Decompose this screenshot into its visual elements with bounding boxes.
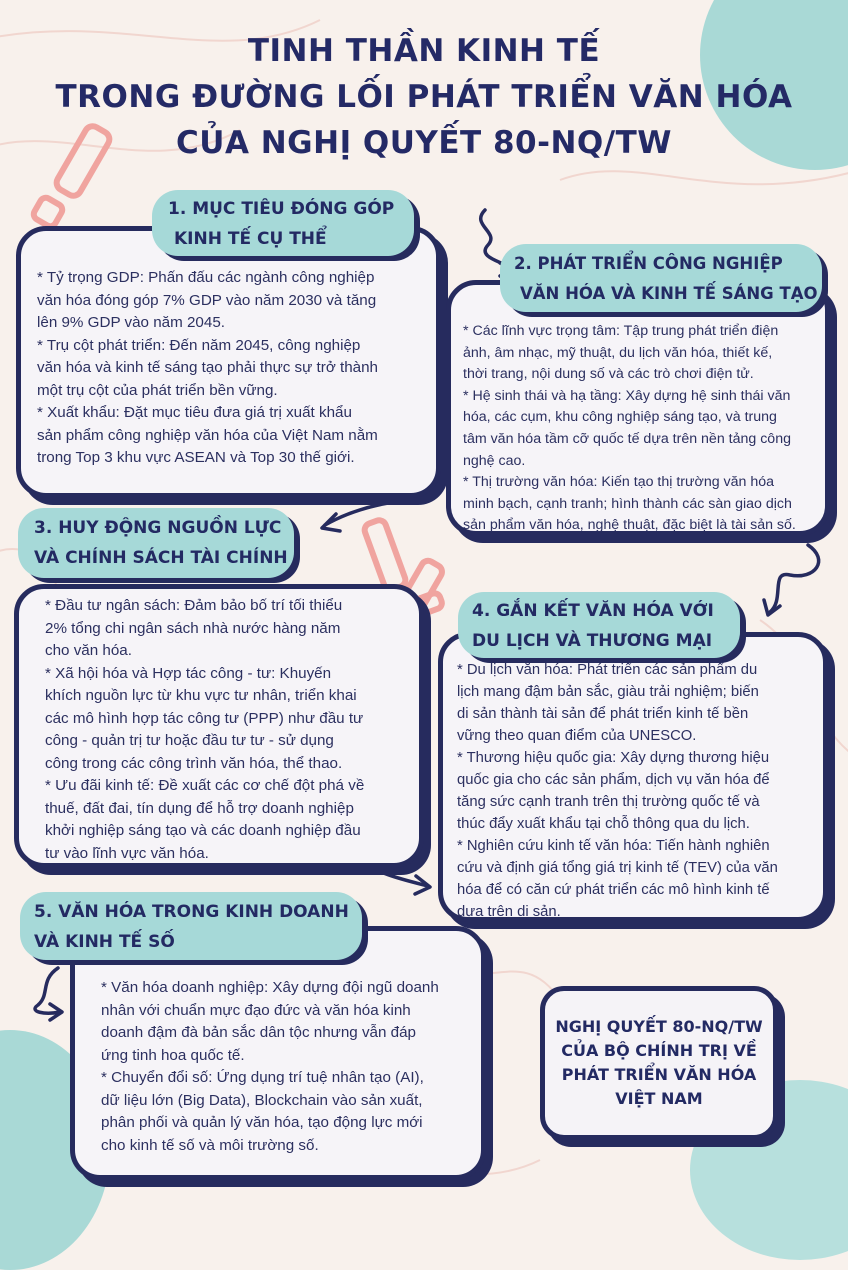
section-3-line: cho văn hóa. [45,642,132,659]
resolution-line: PHÁT TRIỂN VĂN HÓA [561,1065,757,1084]
section-5-line: * Văn hóa doanh nghiệp: Xây dựng đội ngũ doanh [101,979,439,996]
section-1-heading-line: KINH TẾ CỤ THỂ [174,229,327,249]
section-3-line: tư vào lĩnh vực văn hóa. [45,844,209,862]
title-line-2: TRONG ĐƯỜNG LỐI PHÁT TRIỂN VĂN HÓA [55,79,793,115]
section-4-line: dựa trên di sản. [457,904,561,920]
section-4-line: tăng sức cạnh tranh trên thị trường quốc tế và [457,794,760,810]
section-3-line: 2% tổng chi ngân sách nhà nước hàng năm [45,619,341,637]
resolution-line: NGHỊ QUYẾT 80-NQ/TW [555,1017,763,1036]
section-2-line: sản phẩm văn hóa, nghệ thuật, đặc biệt là tài sản số. [463,517,796,534]
section-1-line: * Tỷ trọng GDP: Phấn đấu các ngành công nghiệp [37,269,375,286]
section-2-heading-line: VĂN HÓA VÀ KINH TẾ SÁNG TẠO [520,284,818,303]
section-1-box [16,226,441,498]
section-3-line: * Xã hội hóa và Hợp tác công - tư: Khuyến [45,664,332,682]
section-1-line: văn hóa và kinh tế sáng tạo phải thực sự trở thành [37,359,378,376]
resolution-box [540,986,778,1140]
section-2-line: hóa, các cụm, khu công nghiệp sáng tạo, và trung [463,409,777,426]
section-2-line: nghệ cao. [463,452,526,469]
section-2-heading-line: 2. PHÁT TRIỂN CÔNG NGHIỆP [514,254,783,273]
section-1-heading-line: 1. MỤC TIÊU ĐÓNG GÓP [168,199,395,219]
section-1-line: trong Top 3 khu vực ASEAN và Top 30 thế giới. [37,449,355,466]
section-4-line: * Thương hiệu quốc gia: Xây dựng thương hiệu [457,750,770,766]
section-2-box [446,280,830,536]
section-3-line: khích nguồn lực từ khu vực tư nhân, triển khai [45,687,357,704]
resolution-line: CỦA BỘ CHÍNH TRỊ VỀ [561,1041,757,1060]
section-5-line: cho kinh tế số và môi trường số. [101,1136,319,1154]
section-5-line: doanh đậm đà bản sắc dân tộc nhưng vẫn đáp [101,1024,416,1041]
arrow-to-section-4 [770,545,819,612]
section-1-line: văn hóa đóng góp 7% GDP vào năm 2030 và tăng [37,291,377,309]
section-5-line: dữ liệu lớn (Big Data), Blockchain vào sản xuất, [101,1091,423,1109]
section-1-line: lên 9% GDP vào năm 2045. [37,314,225,331]
section-3-heading-line: VÀ CHÍNH SÁCH TÀI CHÍNH [34,548,288,568]
section-4-line: di sản thành tài sản để phát triển kinh tế bền [457,706,749,722]
section-4-line: lịch mang đậm bản sắc, giàu trải nghiệm; biến [457,684,759,700]
section-2-line: * Các lĩnh vực trọng tâm: Tập trung phát triển điện [463,323,779,339]
section-5-box [70,926,486,1180]
section-5-heading-line: 5. VĂN HÓA TRONG KINH DOANH [34,902,349,922]
section-3-line: khởi nghiệp sáng tạo và các doanh nghiệp đầu [45,822,361,839]
section-4-line: cứu và định giá tổng giá trị kinh tế (TEV) của văn [457,860,778,876]
section-5-line: phân phối và quản lý văn hóa, tạo động lực mới [101,1114,423,1131]
section-5-line: * Chuyển đổi số: Ứng dụng trí tuệ nhân tạo (AI), [101,1069,424,1086]
section-5-line: nhân với chuẩn mực đạo đức và văn hóa kinh [101,1001,411,1019]
section-1-line: * Xuất khẩu: Đặt mục tiêu đưa giá trị xuất khẩu [37,404,352,421]
section-5-line: ứng tinh hoa quốc tế. [101,1046,245,1064]
section-5-heading [20,892,362,960]
section-2-heading [500,244,822,312]
section-4-heading [458,592,740,658]
section-3-heading [18,508,294,578]
section-4-line: * Nghiên cứu kinh tế văn hóa: Tiến hành nghiên [457,838,770,854]
section-4-line: * Du lịch văn hóa: Phát triển các sản phẩm du [457,662,758,678]
section-3-line: công trong các công trình văn hóa, thể thao. [45,754,343,772]
section-2-line: ảnh, âm nhạc, mỹ thuật, du lịch văn hóa, thiết kế, [463,344,773,361]
section-1-heading [152,190,414,256]
section-1-line: sản phẩm công nghiệp văn hóa của Việt Nam nằm [37,426,378,444]
section-2-line: thời trang, nội dung số và các trò chơi điện tử. [463,366,754,383]
section-4-line: thúc đẩy xuất khẩu tại chỗ thông qua du lịch. [457,816,750,832]
section-3-line: công - quản trị tư hoặc đầu tư tư - sử dụng [45,732,334,749]
section-5-heading-line: VÀ KINH TẾ SỐ [34,932,175,952]
title-line-3: CỦA NGHỊ QUYẾT 80-NQ/TW [176,125,672,161]
section-2-line: tâm văn hóa tầm cỡ quốc tế dựa trên nền tảng công [463,430,791,447]
section-4-heading-line: 4. GẮN KẾT VĂN HÓA VỚI [472,601,714,621]
section-3-line: các mô hình hợp tác công tư (PPP) như đầu tư [45,709,364,727]
section-2-line: * Thị trường văn hóa: Kiến tạo thị trường văn hóa [463,474,775,491]
section-3-line: * Đầu tư ngân sách: Đảm bảo bố trí tối thiểu [45,597,343,614]
section-3-line: * Ưu đãi kinh tế: Đề xuất các cơ chế đột phá về [45,777,365,794]
section-4-line: vững theo quan điểm của UNESCO. [457,728,697,744]
title-line-1: TINH THẦN KINH TẾ [247,33,601,69]
section-2-line: minh bạch, cạnh tranh; hình thành các sàn giao dịch [463,495,792,512]
section-1-line: * Trụ cột phát triển: Đến năm 2045, công nghiệp [37,336,361,354]
resolution-line: VIỆT NAM [615,1089,703,1108]
section-4-heading-line: DU LỊCH VÀ THƯƠNG MẠI [472,631,713,651]
page-title [40,28,808,166]
section-4-line: quốc gia cho các sản phẩm, dịch vụ văn hóa để [457,772,770,788]
section-4-line: hóa để có căn cứ phát triển các mô hình kinh tế [457,882,770,898]
section-4-box [438,632,828,922]
section-2-line: * Hệ sinh thái và hạ tầng: Xây dựng hệ sinh thái văn [463,387,791,404]
section-3-box [14,584,424,868]
section-3-heading-line: 3. HUY ĐỘNG NGUỒN LỰC [34,518,282,538]
section-1-line: một trụ cột của phát triển bền vững. [37,381,278,399]
section-3-line: thuế, đất đai, tín dụng để hỗ trợ doanh nghiệp [45,799,354,817]
